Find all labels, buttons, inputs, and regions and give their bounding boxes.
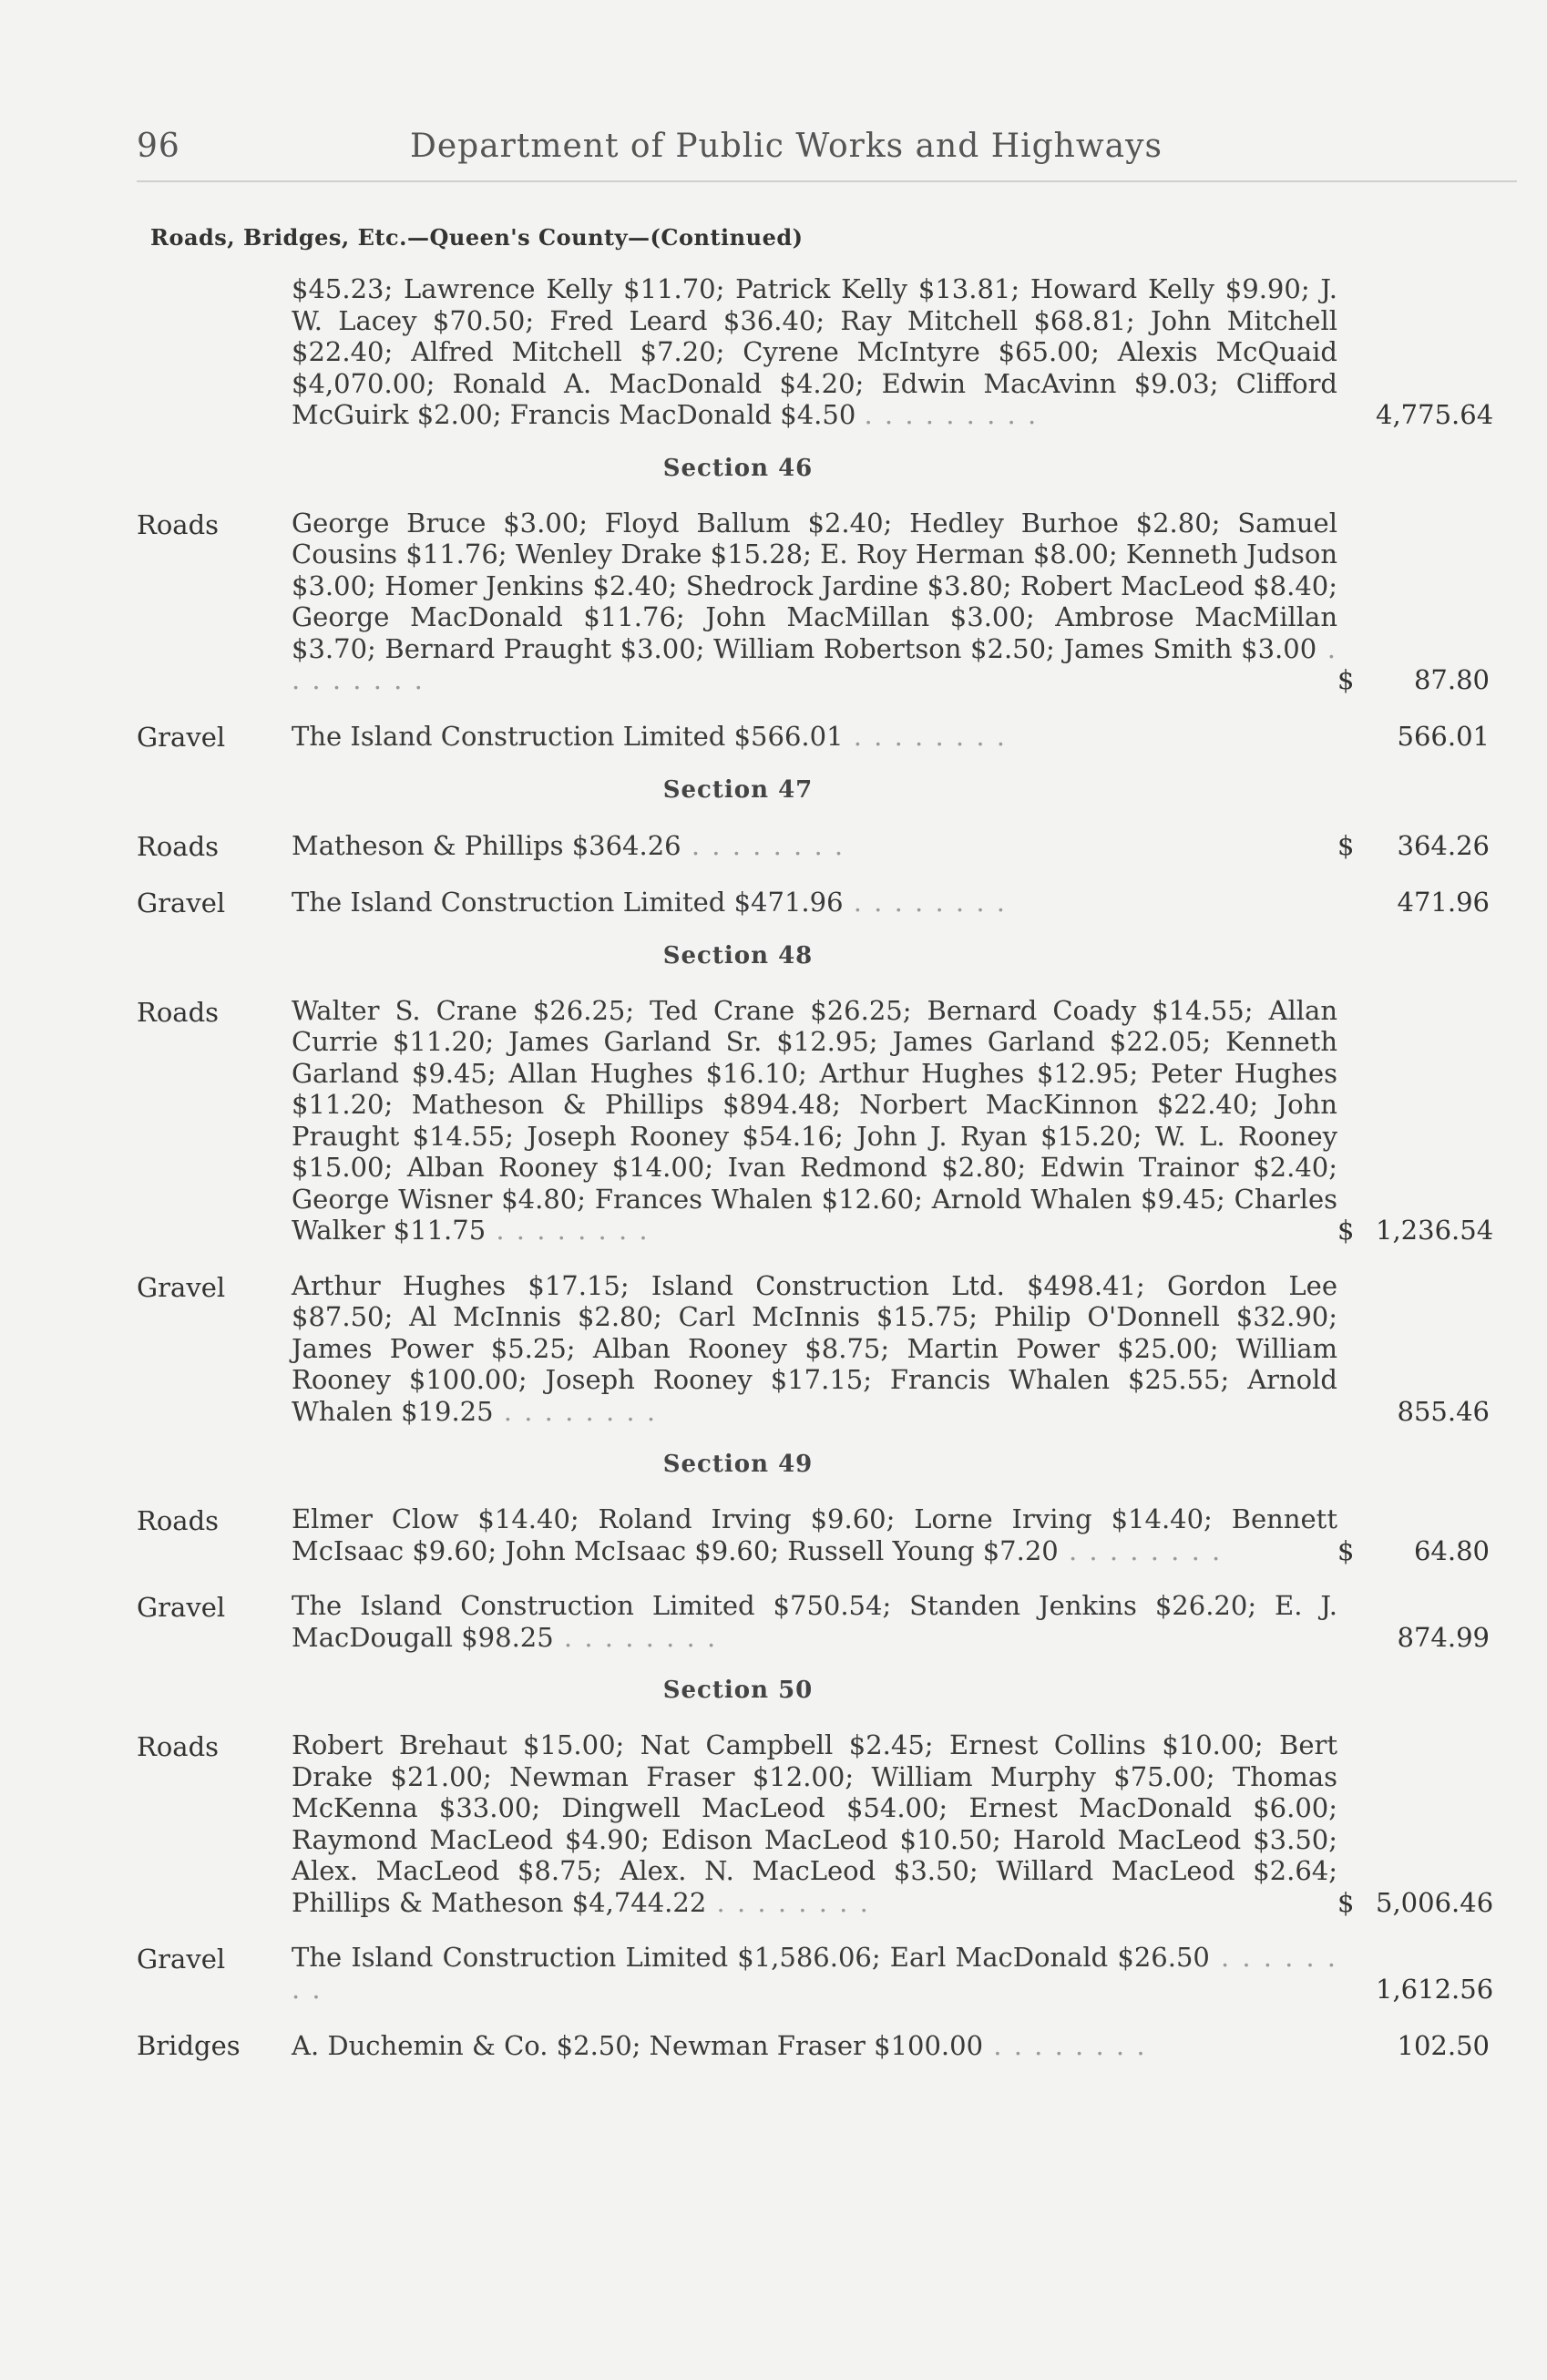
- entry-amount: 364.26: [1397, 830, 1490, 861]
- entry-amount: 1,236.54: [1376, 1215, 1494, 1246]
- entry-dollar-sign: $: [1337, 830, 1355, 861]
- entry-dollar-sign: $: [1337, 1886, 1355, 1918]
- entry-text: [292, 887, 1337, 918]
- ledger-entry: [137, 1942, 1521, 2005]
- entry-category-label: Roads: [137, 830, 220, 862]
- entry-category-label: Roads: [137, 996, 220, 1028]
- entry-category-label: Roads: [137, 1731, 220, 1762]
- ledger-entry: [137, 995, 1521, 1246]
- page-title: Department of Public Works and Highways: [410, 128, 1163, 165]
- ledger-entry: [137, 1270, 1521, 1428]
- entry-text: [292, 995, 1337, 1246]
- entry-text-body: The Island Construction Limited $750.54; Standen Jenkins $26.20; E. J. MacDougall $98.25: [292, 1590, 1337, 1653]
- leader-dots: . . . . . . . .: [1058, 1534, 1223, 1566]
- ledger-entry: [137, 1590, 1521, 1653]
- leader-dots: . . . . . . . .: [292, 1942, 1337, 2005]
- entry-amount: 874.99: [1397, 1621, 1490, 1653]
- entry-text: [292, 1590, 1337, 1653]
- page-number: 96: [137, 128, 180, 165]
- leader-dots: . . . . . . . .: [486, 1215, 650, 1246]
- ledger-entry: [137, 2028, 1521, 2061]
- entry-text-body: A. Duchemin & Co. $2.50; Newman Fraser $100.00: [292, 2029, 984, 2061]
- entry-text: [292, 1503, 1337, 1566]
- leader-dots: . . . . . . . .: [843, 721, 1008, 752]
- ledger-entry: [137, 1503, 1521, 1566]
- leader-dots: . . . . . . . .: [493, 1395, 658, 1427]
- entry-label: [137, 273, 292, 275]
- page-header: [137, 128, 1521, 173]
- entry-amount: 471.96: [1397, 887, 1490, 918]
- entry-text-body: Matheson & Phillips $364.26: [292, 830, 681, 861]
- entry-category-label: Gravel: [137, 721, 226, 753]
- ledger-entry: [137, 508, 1521, 696]
- ledger-entry: [137, 886, 1521, 918]
- entry-text-body: Elmer Clow $14.40; Roland Irving $9.60; Lorne Irving $14.40; Bennett McIsaac $9.60; John McIsaac $9.60; Russell Young $7.20: [292, 1503, 1337, 1566]
- leader-dots: . . . . . . . . .: [864, 399, 1039, 430]
- entry-amount: 64.80: [1413, 1534, 1490, 1566]
- leader-dots: . . . . . . . .: [553, 1621, 718, 1653]
- entry-category-label: Roads: [137, 1505, 220, 1536]
- section-heading: Section 50: [662, 1677, 814, 1704]
- leader-dots: . . . . . . . .: [292, 632, 1337, 695]
- entry-amount: 4,775.64: [1376, 399, 1494, 430]
- entry-category-label: Roads: [137, 508, 220, 540]
- entry-text-body: Walter S. Crane $26.25; Ted Crane $26.25; Bernard Coady $14.55; Allan Currie $11.20; James Garland Sr. $12.95; James Garland $22.05; Kenneth Garland $9.45; Allan Hughes $16.10; Arthur Hughes $12.95; Peter Hughes $11.20; Matheson & Phillips $894.48; Norbert MacKinnon $22.40; John Praught $14.55; Joseph Rooney $54.16; John J. Ryan $15.20; W. L. Rooney $15.00; Alban Rooney $14.00; Ivan Redmond $2.80; Edwin Trainor $2.40; George Wisner $4.80; Frances Whalen $12.60; Arnold Whalen $9.45; Charles Walker $11.75: [292, 994, 1337, 1246]
- entry-category-label: Gravel: [137, 1944, 226, 1975]
- entry-text-body: $45.23; Lawrence Kelly $11.70; Patrick Kelly $13.81; Howard Kelly $9.90; J. W. Lacey $70.50; Fred Leard $36.40; Ray Mitchell $68.81; John Mitchell $22.40; Alfred Mitchell $7.20; Cyrene McIntyre $65.00; Alexis McQuaid $4,070.00; Ronald A. MacDonald $4.20; Edwin MacAvinn $9.03; Clifford McGuirk $2.00; Francis MacDonald $4.50: [292, 273, 1337, 430]
- entry-category-label: Gravel: [137, 1271, 226, 1303]
- ledger-entry: [137, 1729, 1521, 1918]
- entry-amount: 566.01: [1397, 721, 1490, 752]
- ledger-entry: [137, 829, 1521, 862]
- entry-category-label: Bridges: [137, 2030, 241, 2061]
- entry-text: [292, 1729, 1337, 1918]
- entry-text: [292, 830, 1337, 862]
- entry-category-label: Gravel: [137, 1592, 226, 1623]
- entry-text-body: Robert Brehaut $15.00; Nat Campbell $2.45; Ernest Collins $10.00; Bert Drake $21.00; Newman Fraser $12.00; William Murphy $75.00; Thomas McKenna $33.00; Dingwell MacLeod $54.00; Ernest MacDonald $6.00; Raymond MacLeod $4.90; Edison MacLeod $10.50; Harold MacLeod $3.50; Alex. MacLeod $8.75; Alex. N. MacLeod $3.50; Willard MacLeod $2.64; Phillips & Matheson $4,744.22: [292, 1729, 1337, 1918]
- header-rule: [137, 180, 1517, 182]
- entry-text: [292, 1270, 1337, 1428]
- entry-dollar-sign: $: [1337, 1215, 1355, 1246]
- ledger-entry: [137, 720, 1521, 753]
- intro-entry: [137, 273, 1521, 431]
- entry-text: [292, 721, 1337, 753]
- entry-amount: 855.46: [1397, 1395, 1490, 1427]
- leader-dots: . . . . . . . .: [706, 1886, 870, 1918]
- entry-text-body: Arthur Hughes $17.15; Island Construction Ltd. $498.41; Gordon Lee $87.50; Al McInnis $2.80; Carl McInnis $15.75; Philip O'Donnell $32.90; James Power $5.25; Alban Rooney $8.75; Martin Power $25.00; William Rooney $100.00; Joseph Rooney $17.15; Francis Whalen $25.55; Arnold Whalen $19.25: [292, 1269, 1337, 1427]
- leader-dots: . . . . . . . .: [681, 830, 845, 861]
- entry-category-label: Gravel: [137, 887, 226, 918]
- section-heading: Section 46: [662, 454, 814, 482]
- entry-text-body: The Island Construction Limited $471.96: [292, 887, 844, 918]
- section-subheading: Roads, Bridges, Etc.—Queen's County—(Continued): [150, 224, 804, 251]
- entry-amount: 102.50: [1397, 2029, 1490, 2061]
- leader-dots: . . . . . . . .: [983, 2029, 1147, 2061]
- entry-dollar-sign: $: [1337, 1534, 1355, 1566]
- leader-dots: . . . . . . . .: [843, 887, 1008, 918]
- entry-text: [292, 2030, 1337, 2062]
- entry-amount: 5,006.46: [1376, 1886, 1494, 1918]
- section-heading: Section 47: [662, 775, 814, 804]
- entry-text-body: The Island Construction Limited $566.01: [292, 721, 844, 752]
- section-heading: Section 49: [662, 1451, 814, 1478]
- entry-text: [292, 508, 1337, 696]
- entry-text-body: George Bruce $3.00; Floyd Ballum $2.40; Hedley Burhoe $2.80; Samuel Cousins $11.76; Wenley Drake $15.28; E. Roy Herman $8.00; Kenneth Judson $3.00; Homer Jenkins $2.40; Shedrock Jardine $3.80; Robert MacLeod $8.40; George MacDonald $11.76; John MacMillan $3.00; Ambrose MacMillan $3.70; Bernard Praught $3.00; William Robertson $2.50; James Smith $3.00: [292, 507, 1337, 664]
- entry-text: [292, 1942, 1337, 2005]
- entry-text: [292, 273, 1337, 431]
- ledger-content: [137, 273, 1521, 2085]
- entry-amount: 87.80: [1413, 664, 1490, 695]
- entry-amount: 1,612.56: [1376, 1973, 1494, 2005]
- entry-text-body: The Island Construction Limited $1,586.06; Earl MacDonald $26.50: [292, 1942, 1210, 1973]
- section-heading: Section 48: [662, 941, 814, 969]
- entry-dollar-sign: $: [1337, 664, 1355, 695]
